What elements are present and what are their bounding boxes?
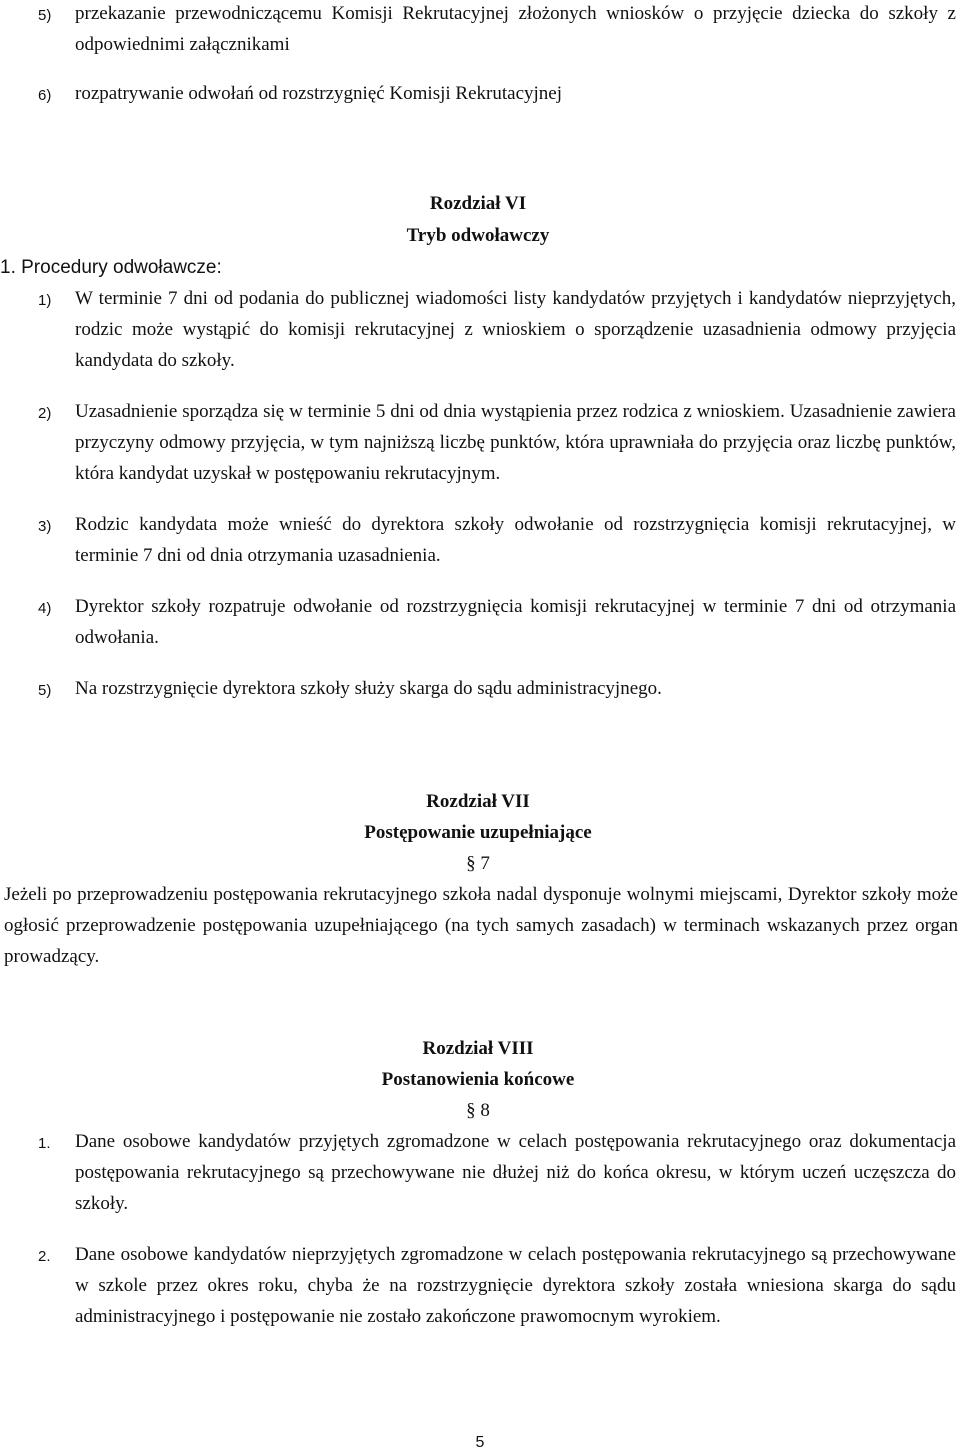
chapter-6-subtitle: Tryb odwoławczy	[406, 225, 550, 246]
chapter-6-list	[0, 283, 956, 704]
list-item-number: 6)	[38, 87, 52, 104]
procedures-intro: 1. Procedury odwoławcze:	[0, 257, 222, 278]
list-item-text: W terminie 7 dni od podania do publicznej wiadomości listy kandydatów przyjętych i kandydatów nieprzyjętych, rodzic może wystąpić do komisji rekrutacyjnej z wnioskiem o sporządzenie uzasadnienia odmowy przyjęcia kandydata do szkoły.	[75, 288, 956, 371]
top-list	[0, 0, 956, 109]
list-item-text: Dane osobowe kandydatów nieprzyjętych zgromadzone w celach postępowania rekrutacyjnego są przechowywane w szkole przez okres roku, chyba że na rozstrzygnięcie dyrektora szkoły została wniesiona skarga do sądu administracyjnego i postępowanie nie zostało zakończone prawomocnym wyrokiem.	[75, 1244, 956, 1327]
list-item-number: 5)	[38, 7, 52, 24]
list-item	[0, 78, 956, 109]
chapter-6-title: Rozdział VI	[429, 193, 527, 214]
list-item-number: 2)	[38, 405, 52, 422]
chapter-7-subtitle: Postępowanie uzupełniające	[364, 822, 592, 843]
list-item-number: 5)	[38, 682, 52, 699]
list-item-number: 1)	[38, 292, 52, 309]
chapter-7-paragraph: Jeżeli po przeprowadzeniu postępowania rekrutacyjnego szkoła nadal dysponuje wolnymi miejscami, Dyrektor szkoły może ogłosić przeprowadzenie postępowania uzupełniającego (na tych samych zasadach) w terminach wskazanych przez organ prowadzący.	[4, 884, 958, 967]
chapter-8-title: Rozdział VIII	[422, 1038, 534, 1059]
list-item	[0, 396, 956, 489]
list-item-number: 3)	[38, 518, 52, 535]
section-sign-7: § 7	[466, 853, 490, 874]
list-item-text: Dane osobowe kandydatów przyjętych zgromadzone w celach postępowania rekrutacyjnego oraz dokumentacja postępowania rekrutacyjnego są przechowywane nie dłużej niż do końca okresu, w którym uczeń uczęszcza do szkoły.	[75, 1131, 956, 1214]
chapter-7-title: Rozdział VII	[426, 791, 530, 812]
list-item-text: Uzasadnienie sporządza się w terminie 5 dni od dnia wystąpienia przez rodzica z wnioskiem. Uzasadnienie zawiera przyczyny odmowy przyjęcia, w tym najniższą liczbę punktów, która uprawniała do przyjęcia oraz liczbę punktów, która kandydat uzyskał w postępowaniu rekrutacyjnym.	[75, 401, 956, 484]
list-item	[0, 509, 956, 571]
list-item-text: przekazanie przewodniczącemu Komisji Rekrutacyjnej złożonych wniosków o przyjęcie dziecka do szkoły z odpowiednimi załącznikami	[75, 3, 956, 55]
chapter-8-list	[0, 1126, 956, 1332]
list-item-number: 2.	[38, 1248, 51, 1265]
list-item	[0, 1239, 956, 1332]
list-item	[0, 591, 956, 653]
list-item-text: Na rozstrzygnięcie dyrektora szkoły służy skarga do sądu administracyjnego.	[75, 678, 662, 699]
list-item-text: rozpatrywanie odwołań od rozstrzygnięć Komisji Rekrutacyjnej	[75, 83, 562, 104]
section-sign-8: § 8	[466, 1100, 490, 1121]
page-number: 5	[475, 1434, 485, 1451]
list-item-number: 1.	[38, 1135, 51, 1152]
list-item-text: Rodzic kandydata może wnieść do dyrektora szkoły odwołanie od rozstrzygnięcia komisji rekrutacyjnej, w terminie 7 dni od dnia otrzymania uzasadnienia.	[75, 514, 956, 566]
list-item	[0, 1126, 956, 1219]
chapter-8-subtitle: Postanowienia końcowe	[381, 1069, 575, 1090]
list-item	[0, 673, 956, 704]
list-item	[0, 0, 956, 60]
list-item	[0, 283, 956, 376]
list-item-text: Dyrektor szkoły rozpatruje odwołanie od rozstrzygnięcia komisji rekrutacyjnej w terminie 7 dni od otrzymania odwołania.	[75, 596, 956, 648]
list-item-number: 4)	[38, 600, 52, 617]
